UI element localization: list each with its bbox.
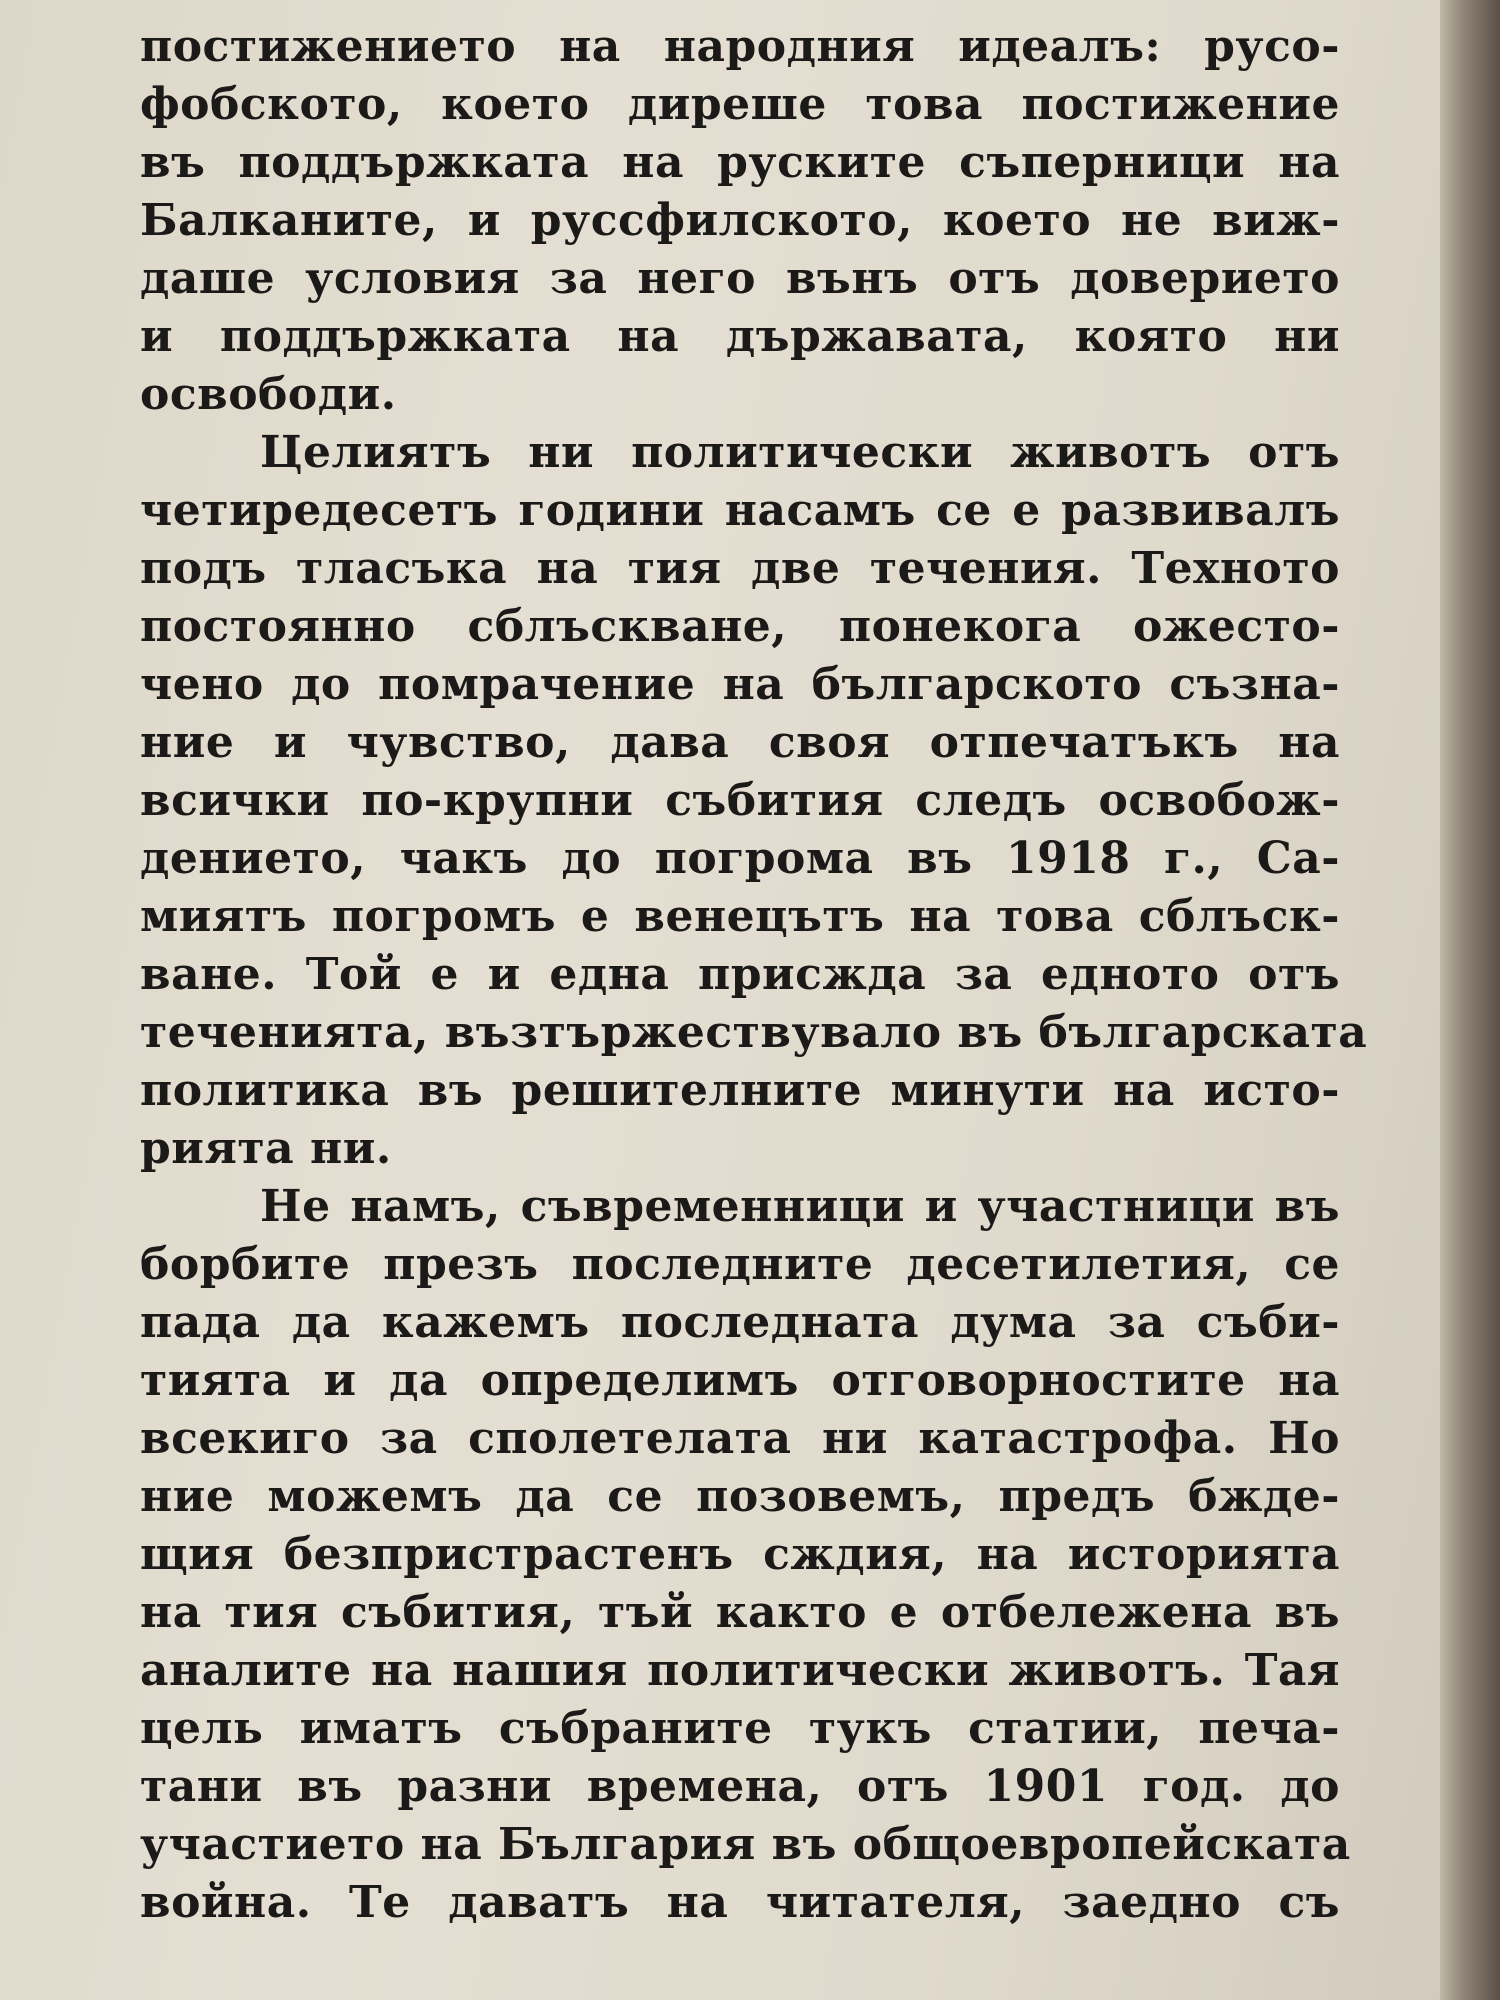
text-line: даше условия за него вънъ отъ доверието bbox=[140, 253, 1340, 304]
paragraph-1 bbox=[140, 18, 1340, 424]
paragraph-2 bbox=[140, 424, 1368, 1178]
text-line: тани въ разни времена, отъ 1901 год. до bbox=[140, 1761, 1340, 1812]
text-line: четиредесетъ години насамъ се е развивалъ bbox=[140, 485, 1340, 536]
page-text bbox=[140, 18, 1368, 1932]
text-line: тията и да определимъ отговорностите на bbox=[140, 1355, 1340, 1406]
text-line: освободи. bbox=[140, 369, 397, 420]
text-line: Не намъ, съвременници и участници въ bbox=[260, 1181, 1340, 1232]
book-binding-edge bbox=[1440, 0, 1500, 2000]
text-line: ване. Той е и една присжда за едното отъ bbox=[140, 949, 1340, 1000]
text-line: фобското, което диреше това постижение bbox=[140, 79, 1340, 130]
text-line: Целиятъ ни политически животъ отъ bbox=[260, 427, 1340, 478]
text-line: въ поддържката на руските съперници на bbox=[140, 137, 1340, 188]
text-line: рията ни. bbox=[140, 1123, 392, 1174]
text-line: пада да кажемъ последната дума за съби- bbox=[140, 1297, 1340, 1348]
text-line: война. Те даватъ на читателя, заедно съ bbox=[140, 1877, 1340, 1928]
text-line: и поддържката на държавата, която ни bbox=[140, 311, 1340, 362]
paragraph-3 bbox=[140, 1178, 1351, 1932]
text-line: чено до помрачение на българското съзна- bbox=[140, 659, 1340, 710]
text-line: теченията, възтържествувало въ българската bbox=[140, 1007, 1368, 1058]
text-line: всекиго за сполетелата ни катастрофа. Но bbox=[140, 1413, 1340, 1464]
text-line: участието на България въ общоевропейската bbox=[140, 1819, 1351, 1870]
text-line: подъ тласъка на тия две течения. Техното bbox=[140, 543, 1340, 594]
text-line: постижението на народния идеалъ: русо- bbox=[140, 21, 1340, 72]
text-line: всички по-крупни събития следъ освобож- bbox=[140, 775, 1340, 826]
text-line: политика въ решителните минути на исто- bbox=[140, 1065, 1340, 1116]
text-line: аналите на нашия политически животъ. Тая bbox=[140, 1645, 1340, 1696]
text-line: цель иматъ събраните тукъ статии, печа- bbox=[140, 1703, 1340, 1754]
text-line: миятъ погромъ е венецътъ на това сблъск- bbox=[140, 891, 1340, 942]
text-line: на тия събития, тъй както е отбележена въ bbox=[140, 1587, 1340, 1638]
text-line: щия безпристрастенъ сждия, на историята bbox=[140, 1529, 1340, 1580]
text-line: постоянно сблъскване, понекога ожесто- bbox=[140, 601, 1340, 652]
text-line: ние можемъ да се позовемъ, предъ бжде- bbox=[140, 1471, 1340, 1522]
text-line: дението, чакъ до погрома въ 1918 г., Са- bbox=[140, 833, 1340, 884]
text-line: ние и чувство, дава своя отпечатъкъ на bbox=[140, 717, 1340, 768]
text-line: Балканите, и руссфилското, което не виж- bbox=[140, 195, 1340, 246]
text-line: борбите презъ последните десетилетия, се bbox=[140, 1239, 1340, 1290]
